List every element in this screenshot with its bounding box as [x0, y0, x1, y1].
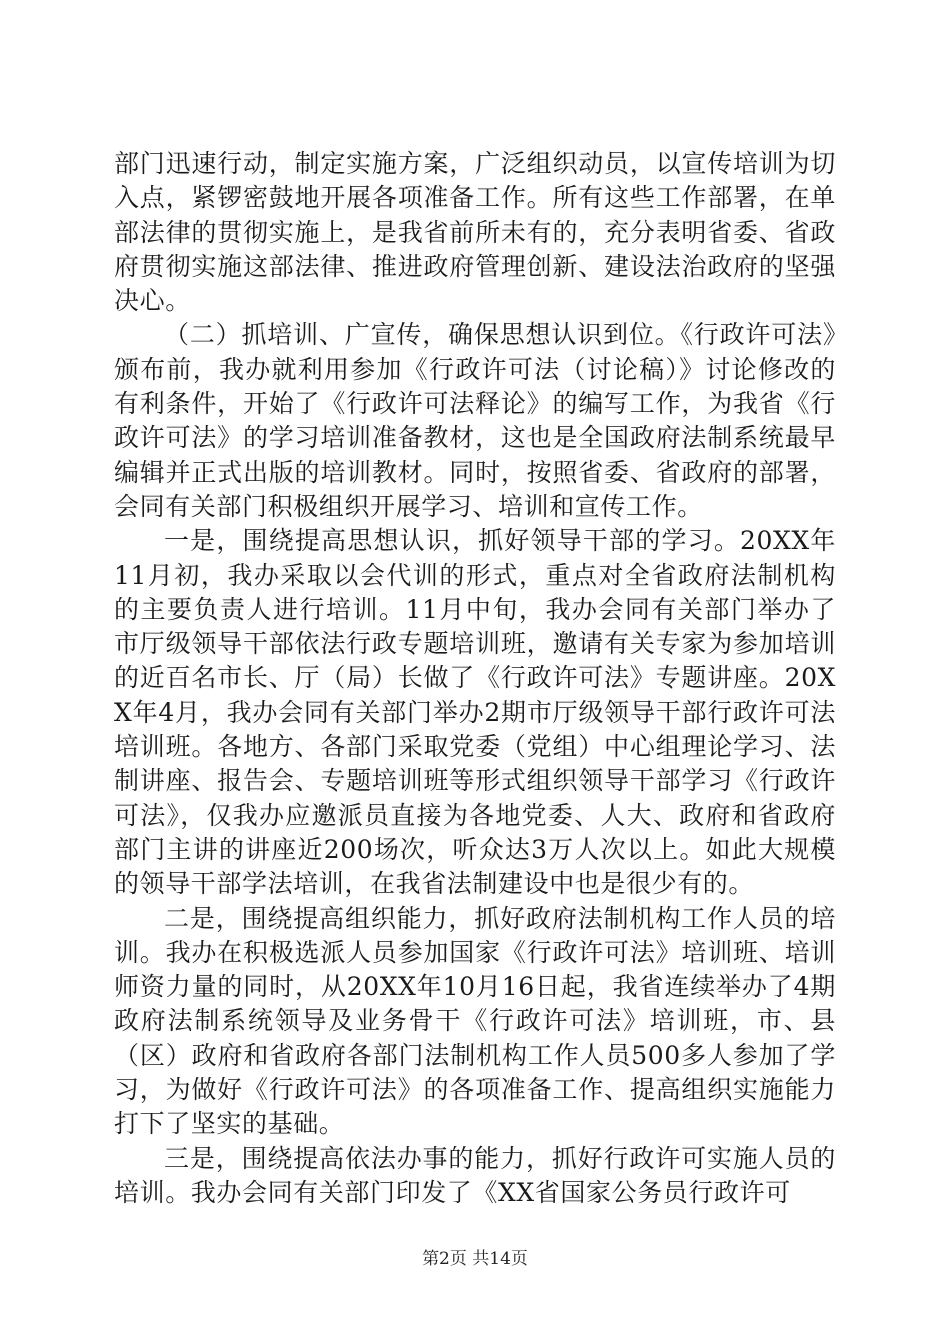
paragraph-5: 三是，围绕提高依法办事的能力，抓好行政许可实施人员的培训。我办会同有关部门印发了《XX省国家公务员行政许可: [114, 1143, 836, 1207]
paragraph-4: 二是，围绕提高组织能力，抓好政府法制机构工作人员的培训。我办在积极选派人员参加国家《行政许可法》培训班、培训师资力量的同时，从20XX年10月16日起，我省连续举办了4期政府法制系统领导及业务骨干《行政许可法》培训班，市、县（区）政府和省政府各部门法制机构工作人员500多人参加了学习，为做好《行政许可法》的各项准备工作、提高组织实施能力打下了坚实的基础。: [114, 903, 836, 1139]
paragraph-3: 一是，围绕提高思想认识，抓好领导干部的学习。20XX年11月初，我办采取以会代训的形式，重点对全省政府法制机构的主要负责人进行培训。11月中旬，我办会同有关部门举办了市厅级领导干部依法行政专题培训班，邀请有关专家为参加培训的近百名市长、厅（局）长做了《行政许可法》专题讲座。20XX年4月，我办会同有关部门举办2期市厅级领导干部行政许可法培训班。各地方、各部门采取党委（党组）中心组理论学习、法制讲座、报告会、专题培训班等形式组织领导干部学习《行政许可法》，仅我办应邀派员直接为各地党委、人大、政府和省政府部门主讲的讲座近200场次，听众达3万人次以上。如此大规模的领导干部学法培训，在我省法制建设中也是很少有的。: [114, 526, 836, 899]
paragraph-1: 部门迅速行动，制定实施方案，广泛组织动员，以宣传培训为切入点，紧锣密鼓地开展各项准备工作。所有这些工作部署，在单部法律的贯彻实施上，是我省前所未有的，充分表明省委、省政府贯彻实施这部法律、推进政府管理创新、建设法治政府的坚强决心。: [114, 149, 836, 316]
paragraph-2: （二）抓培训、广宣传，确保思想认识到位。《行政许可法》颁布前，我办就利用参加《行政许可法（讨论稿）》讨论修改的有利条件，开始了《行政许可法释论》的编写工作，为我省《行政许可法》的学习培训准备教材，这也是全国政府法制系统最早编辑并正式出版的培训教材。同时，按照省委、省政府的部署，会同有关部门积极组织开展学习、培训和宣传工作。: [114, 320, 836, 521]
page-footer: 第2页 共14页: [422, 1249, 528, 1269]
document-body: [114, 147, 836, 1210]
